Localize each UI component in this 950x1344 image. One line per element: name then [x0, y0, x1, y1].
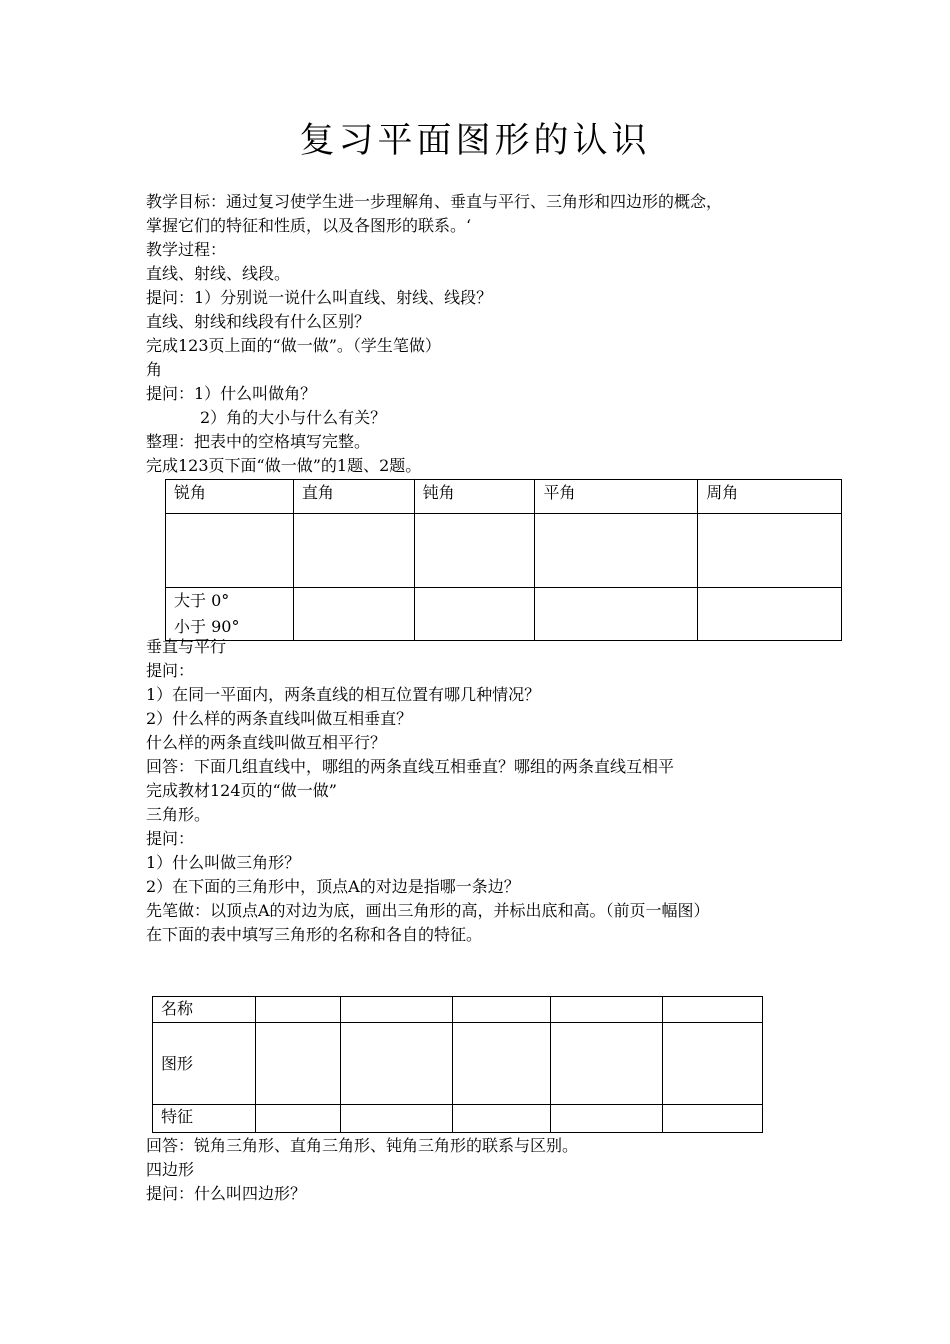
empty-cell — [535, 514, 698, 588]
range-upper: 小于 90° — [174, 617, 240, 636]
empty-cell — [551, 1105, 663, 1133]
header-cell: 钝角 — [414, 480, 535, 514]
text-line: 教学过程： — [146, 240, 227, 259]
text-line: 完成123页上面的“做一做”。（学生笔做） — [146, 336, 441, 355]
table-row — [166, 588, 842, 641]
text-line: 提问：什么叫四边形？ — [146, 1184, 307, 1203]
header-cell: 锐角 — [166, 480, 294, 514]
empty-cell — [663, 1023, 763, 1105]
empty-cell — [551, 1023, 663, 1105]
header-cell: 直角 — [293, 480, 414, 514]
text-line: 掌握它们的特征和性质，以及各图形的联系。‘ — [146, 216, 472, 235]
table-row — [166, 480, 842, 514]
empty-cell — [340, 997, 452, 1023]
text-line: 直线、射线和线段有什么区别？ — [146, 312, 371, 331]
text-line: 完成教材124页的“做一做” — [146, 781, 337, 800]
empty-cell — [452, 1105, 551, 1133]
text-line: 提问：1）什么叫做角？ — [146, 384, 317, 403]
text-line: 什么样的两条直线叫做互相平行？ — [146, 733, 387, 752]
text-line: 1）在同一平面内，两条直线的相互位置有哪几种情况？ — [146, 685, 541, 704]
text-line: 回答：锐角三角形、直角三角形、钝角三角形的联系与区别。 — [146, 1136, 579, 1155]
table-row — [166, 514, 842, 588]
empty-cell — [293, 588, 414, 641]
text-line: 整理：把表中的空格填写完整。 — [146, 432, 371, 451]
row-label: 图形 — [153, 1023, 256, 1105]
table-row — [153, 997, 763, 1023]
empty-cell — [255, 1105, 340, 1133]
text-line: 完成123页下面“做一做”的1题、2题。 — [146, 456, 422, 475]
text-line: 垂直与平行 — [146, 637, 227, 656]
text-line: 四边形 — [146, 1160, 195, 1179]
text-line: 三角形。 — [146, 805, 211, 824]
empty-cell — [698, 514, 842, 588]
row-label: 名称 — [153, 997, 256, 1023]
text-line: 提问： — [146, 661, 195, 680]
table-row — [153, 1023, 763, 1105]
page-title: 复习平面图形的认识 — [299, 121, 651, 161]
empty-cell — [340, 1105, 452, 1133]
empty-cell — [698, 588, 842, 641]
empty-cell — [255, 997, 340, 1023]
text-line: 角 — [146, 360, 163, 379]
table-row — [153, 1105, 763, 1133]
empty-cell — [535, 588, 698, 641]
range-lower: 大于 0° — [174, 591, 230, 610]
empty-cell — [551, 997, 663, 1023]
empty-cell — [452, 1023, 551, 1105]
empty-cell — [166, 514, 294, 588]
text-line: 教学目标：通过复习使学生进一步理解角、垂直与平行、三角形和四边形的概念， — [146, 192, 723, 211]
text-line: 1）什么叫做三角形？ — [146, 853, 301, 872]
triangle-table — [152, 996, 763, 1133]
text-line: 在下面的表中填写三角形的名称和各自的特征。 — [146, 925, 483, 944]
row-label: 特征 — [153, 1105, 256, 1133]
header-cell: 周角 — [698, 480, 842, 514]
text-line: 提问： — [146, 829, 195, 848]
empty-cell — [414, 588, 535, 641]
text-line: 2）角的大小与什么有关？ — [200, 408, 387, 427]
empty-cell — [414, 514, 535, 588]
text-line: 回答：下面几组直线中，哪组的两条直线互相垂直？哪组的两条直线互相平 — [146, 757, 675, 776]
empty-cell — [452, 997, 551, 1023]
text-line: 2）在下面的三角形中，顶点A的对边是指哪一条边？ — [146, 877, 520, 896]
empty-cell — [663, 997, 763, 1023]
range-cell — [166, 588, 294, 641]
empty-cell — [255, 1023, 340, 1105]
angle-table — [165, 479, 842, 641]
header-cell: 平角 — [535, 480, 698, 514]
text-line: 提问：1）分别说一说什么叫直线、射线、线段？ — [146, 288, 493, 307]
empty-cell — [340, 1023, 452, 1105]
text-line: 先笔做：以顶点A的对边为底，画出三角形的高，并标出底和高。（前页一幅图） — [146, 901, 710, 920]
text-line: 2）什么样的两条直线叫做互相垂直？ — [146, 709, 413, 728]
empty-cell — [293, 514, 414, 588]
empty-cell — [663, 1105, 763, 1133]
text-line: 直线、射线、线段。 — [146, 264, 291, 283]
